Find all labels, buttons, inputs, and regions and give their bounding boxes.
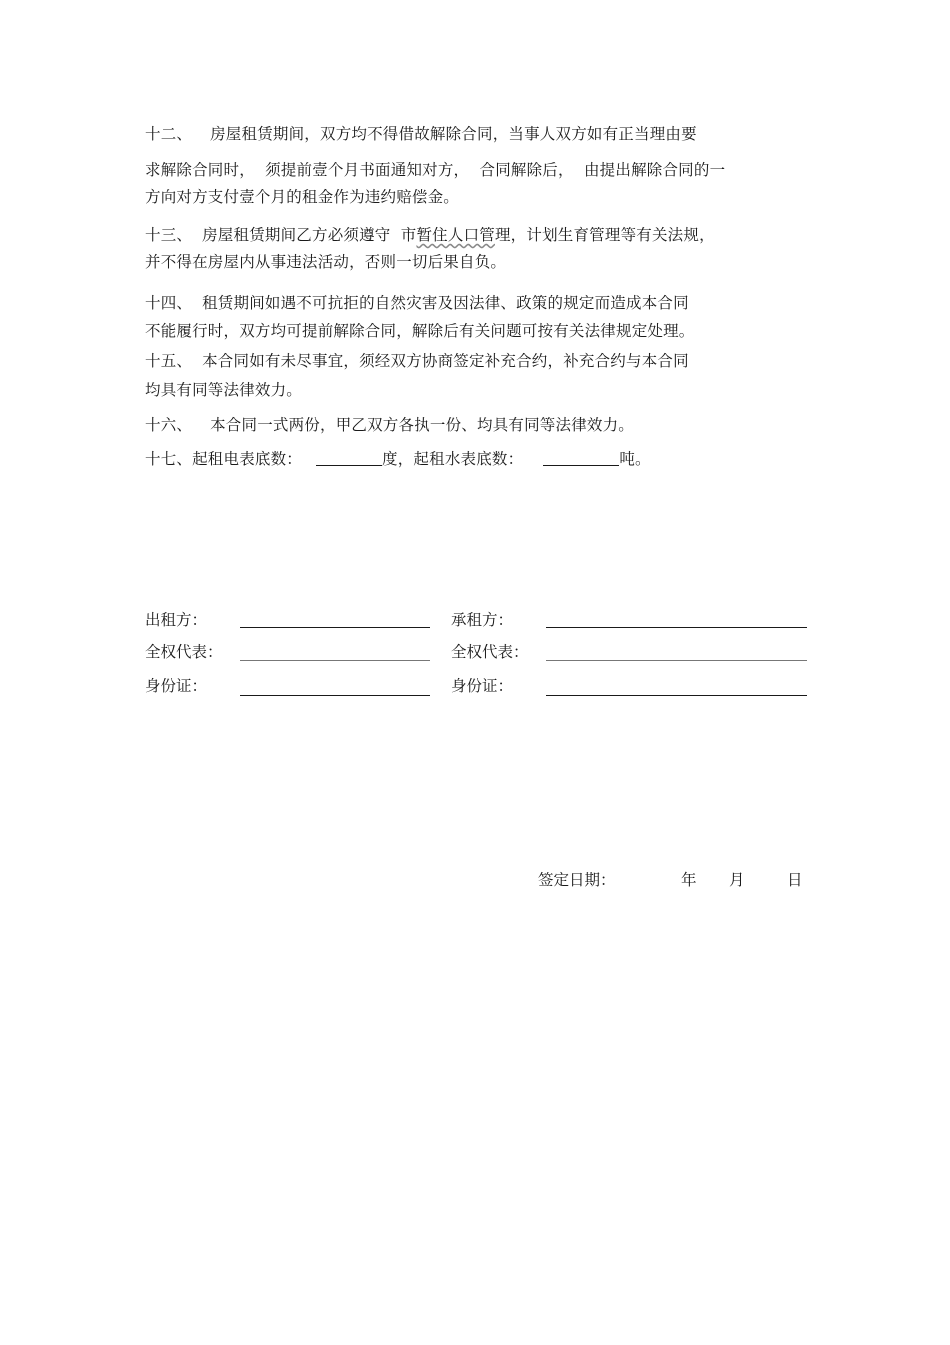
clause-16-line-1 — [145, 414, 634, 436]
clause-12-line-1 — [145, 123, 697, 145]
clause-13-line-1 — [145, 224, 715, 246]
clause-16-number: 十六、 — [145, 416, 193, 434]
clause-12-number: 十二、 — [145, 125, 193, 143]
clause-14-text-1: 租赁期间如遇不可抗拒的自然灾害及因法律、政策的规定而造成本合同 — [202, 294, 689, 312]
water-meter-blank[interactable] — [543, 449, 619, 466]
rep-right-label: 全权代表： — [451, 643, 529, 661]
clause-13-text-1c: 理，计划生育管理等有关法规， — [494, 226, 715, 244]
clause-13-number: 十三、 — [145, 226, 193, 244]
clause-13-text-1a: 房屋租赁期间乙方必须遵守 市 — [202, 226, 417, 244]
clause-17-unit-1: 度，起租水表底数： — [382, 450, 524, 468]
clause-17-unit-2: 吨。 — [619, 450, 651, 468]
clause-15-number: 十五、 — [145, 352, 193, 370]
lessor-signature-line[interactable] — [240, 627, 430, 628]
id-right-line[interactable] — [546, 695, 807, 696]
clause-14-line-1 — [145, 292, 689, 314]
signing-date-label: 签定日期： — [538, 871, 616, 889]
clause-12-line-3: 方向对方支付壹个月的租金作为违约赔偿金。 — [145, 188, 460, 206]
date-month: 月 — [729, 871, 745, 889]
clause-14-number: 十四、 — [145, 294, 193, 312]
clause-12-text-1: 房屋租赁期间，双方均不得借故解除合同，当事人双方如有正当理由要 — [210, 125, 697, 143]
clause-15-line-2: 均具有同等法律效力。 — [145, 381, 303, 399]
clause-13-line-2: 并不得在房屋内从事违法活动，否则一切后果自负。 — [145, 253, 507, 271]
rep-left-signature-line[interactable] — [240, 660, 430, 661]
id-left-label: 身份证： — [145, 677, 208, 695]
clause-14-line-2: 不能履行时，双方均可提前解除合同，解除后有关问题可按有关法律规定处理。 — [145, 322, 695, 340]
clause-16-text-1: 本合同一式两份，甲乙双方各执一份、均具有同等法律效力。 — [210, 416, 635, 434]
rep-right-signature-line[interactable] — [546, 660, 807, 661]
clause-13-text-1b: 暂住人口管 — [416, 226, 495, 244]
clause-17-prefix: 十七、起租电表底数： — [145, 450, 303, 468]
lessee-signature-line[interactable] — [546, 627, 807, 628]
electric-meter-blank[interactable] — [316, 449, 382, 466]
id-left-line[interactable] — [240, 695, 430, 696]
id-right-label: 身份证： — [451, 677, 514, 695]
clause-15-text-1: 本合同如有未尽事宜，须经双方协商签定补充合约，补充合约与本合同 — [202, 352, 689, 370]
clause-12-line-2: 求解除合同时， 须提前壹个月书面通知对方， 合同解除后， 由提出解除合同的一 — [145, 161, 726, 179]
clause-17-line-1 — [145, 448, 651, 470]
clause-15-line-1 — [145, 350, 689, 372]
lessee-label: 承租方： — [451, 611, 514, 629]
date-year: 年 — [681, 871, 697, 889]
date-day: 日 — [787, 871, 803, 889]
lessor-label: 出租方： — [145, 611, 208, 629]
rep-left-label: 全权代表： — [145, 643, 223, 661]
